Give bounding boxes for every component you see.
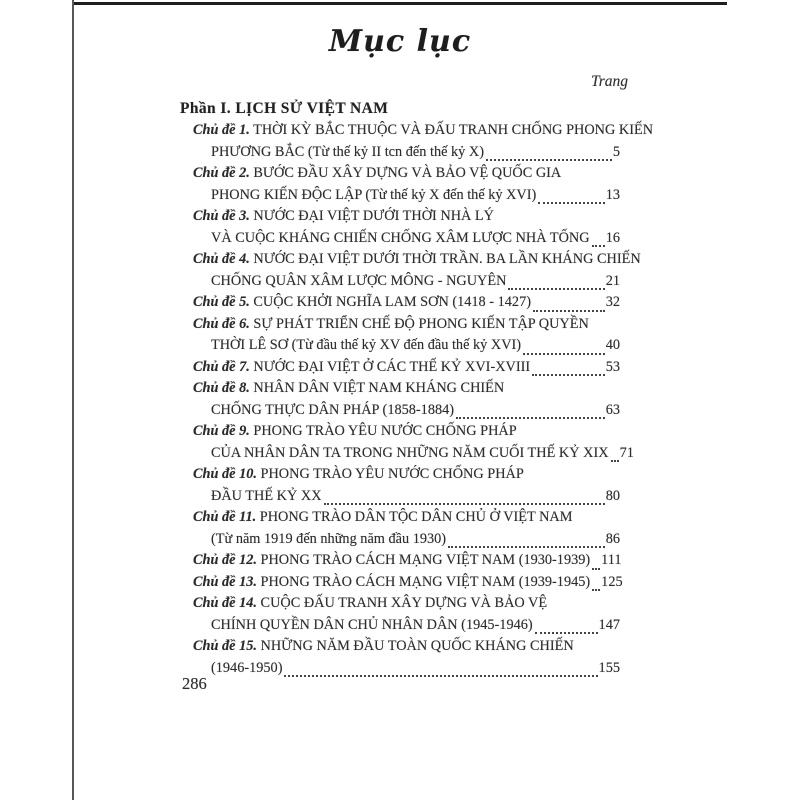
toc-entry-continuation: (Từ năm 1919 đến những năm đầu 1930): [211, 530, 447, 547]
toc-entry-label: Chủ đề 15.: [193, 638, 257, 654]
dot-leader: [538, 202, 604, 204]
toc-entry-page-number: 32: [605, 294, 620, 310]
dot-leader: [523, 353, 605, 355]
toc-entry-first-line: [193, 208, 494, 230]
toc-entry-page-number: 53: [605, 358, 620, 375]
toc-entry-first-line: [193, 359, 620, 381]
toc-entry-continuation: CHÍNH QUYỀN DÂN CHỦ NHÂN DÂN (1945-1946): [211, 616, 533, 633]
toc-entry-continuation: (1946-1950): [211, 659, 283, 676]
toc-entry-continuation-line: [193, 444, 634, 467]
page-left-edge-line: [72, 0, 74, 800]
toc-entry-continuation: PHONG KIẾN ĐỘC LẬP (Từ thế kỷ X đến thế kỷ XVI): [211, 186, 537, 203]
toc-entry-page-number: 16: [605, 229, 620, 246]
toc-entry-title: NHỮNG NĂM ĐẦU TOÀN QUỐC KHÁNG CHIẾN: [256, 638, 574, 654]
dot-leader: [284, 675, 597, 677]
toc-entry-continuation: CHỐNG THỰC DÂN PHÁP (1858-1884): [211, 401, 455, 418]
dot-leader: [611, 460, 619, 462]
page-column-label: Trang: [590, 73, 628, 90]
toc-entry-continuation: THỜI LÊ SƠ (Từ đầu thế kỷ XV đến đầu thế kỷ XVI): [211, 337, 522, 353]
book-page-number: 286: [182, 674, 207, 693]
toc-entry-continuation-line: [193, 531, 620, 553]
toc-entry-label: Chủ đề 12.: [193, 552, 257, 568]
toc-entry-continuation-line: [193, 230, 620, 252]
toc-entry-continuation: VÀ CUỘC KHÁNG CHIẾN CHỐNG XÂM LƯỢC NHÀ TỐNG: [211, 229, 590, 246]
toc-entry-page-number: 155: [598, 659, 620, 676]
dot-leader: [535, 632, 598, 634]
toc-entry-page-number: 40: [605, 337, 620, 353]
dot-leader: [448, 546, 605, 548]
toc-entry-continuation-line: [193, 488, 620, 510]
toc-entry-label: Chủ đề 5.: [193, 294, 250, 310]
dot-leader: [592, 568, 600, 570]
toc-entry-label: Chủ đề 11.: [193, 509, 257, 525]
toc-entry-title: NƯỚC ĐẠI VIỆT Ở CÁC THẾ KỶ XVI-XVIII: [249, 358, 531, 375]
toc-entry-label: Chủ đề 7.: [193, 358, 250, 375]
toc-entry-first-line: [193, 638, 574, 660]
toc-entry-page-number: 5: [612, 143, 620, 160]
toc-entry-title: NƯỚC ĐẠI VIỆT DƯỚI THỜI NHÀ LÝ: [249, 208, 494, 224]
toc-entry-first-line: [193, 466, 524, 488]
dot-leader: [592, 589, 600, 591]
toc-entry-title: PHONG TRÀO YÊU NƯỚC CHỐNG PHÁP: [256, 466, 524, 482]
toc-entry-continuation-line: [193, 660, 620, 682]
toc-entry-label: Chủ đề 8.: [193, 380, 250, 396]
toc-entry-label: Chủ đề 13.: [193, 573, 257, 590]
toc-entry-label: Chủ đề 9.: [193, 423, 250, 439]
toc-entry-title: PHONG TRÀO CÁCH MẠNG VIỆT NAM (1939-1945): [256, 573, 591, 590]
toc-entry-title: NƯỚC ĐẠI VIỆT DƯỚI THỜI TRẦN. BA LẦN KHÁNG CHIẾN: [249, 251, 641, 267]
toc-entry-title: THỜI KỲ BẮC THUỘC VÀ ĐẤU TRANH CHỐNG PHONG KIẾN: [249, 122, 654, 138]
toc-entry-label: Chủ đề 14.: [193, 595, 257, 611]
toc-entry-title: PHONG TRÀO CÁCH MẠNG VIỆT NAM (1930-1939): [256, 552, 591, 568]
toc-entry-page-number: 86: [605, 530, 620, 547]
section-heading: Phần I. LỊCH SỬ VIỆT NAM: [180, 100, 389, 117]
toc-entry-continuation: CỦA NHÂN DÂN TA TRONG NHỮNG NĂM CUỐI THẾ KỶ XIX: [211, 444, 609, 461]
toc-entry-first-line: [193, 316, 589, 338]
toc-entry-label: Chủ đề 10.: [193, 466, 257, 482]
toc-entry-continuation-line: [193, 337, 620, 359]
toc-entry-continuation: ĐẦU THẾ KỶ XX: [211, 487, 322, 504]
toc-entry-title: BƯỚC ĐẦU XÂY DỰNG VÀ BẢO VỆ QUỐC GIA: [249, 165, 562, 181]
toc-entry-page-number: 111: [601, 552, 622, 568]
toc-entry-page-number: 13: [605, 186, 620, 203]
toc-entry-page-number: 147: [598, 616, 620, 633]
toc-entry-title: PHONG TRÀO DÂN TỘC DÂN CHỦ Ở VIỆT NAM: [256, 509, 573, 525]
toc-entry-first-line: [193, 509, 572, 531]
toc-entry-label: Chủ đề 3.: [193, 208, 250, 224]
toc-entry-continuation-line: [193, 617, 620, 639]
page-top-edge-line: [73, 2, 727, 5]
toc-entry-page-number: 80: [605, 487, 620, 504]
toc-entry-continuation-line: [193, 187, 620, 209]
toc-entry-first-line: [193, 380, 504, 402]
dot-leader: [532, 374, 605, 376]
toc-entry-first-line: [193, 552, 620, 574]
dot-leader: [533, 310, 605, 312]
toc-entry-title: CUỘC ĐẤU TRANH XÂY DỰNG VÀ BẢO VỆ: [256, 595, 548, 611]
toc-title: Mục lục: [328, 24, 472, 59]
toc-entry-label: Chủ đề 6.: [193, 315, 250, 332]
dot-leader: [486, 159, 612, 161]
toc-entry-label: Chủ đề 2.: [193, 165, 250, 181]
dot-leader: [456, 417, 605, 419]
toc-entry-first-line: [193, 294, 620, 316]
toc-entry-title: SỰ PHÁT TRIỂN CHẾ ĐỘ PHONG KIẾN TẬP QUYỀN: [249, 315, 589, 332]
toc-entry-first-line: [193, 165, 561, 187]
dot-leader: [592, 245, 605, 247]
toc-entry-page-number: 63: [605, 401, 620, 418]
toc-entry-first-line: [193, 122, 653, 144]
toc-entry-continuation-line: [193, 273, 620, 295]
toc-entries: [193, 122, 654, 681]
toc-entry-first-line: [193, 573, 623, 596]
toc-entry-label: Chủ đề 4.: [193, 251, 250, 267]
dot-leader: [324, 503, 605, 505]
toc-entry-continuation-line: [193, 402, 620, 424]
toc-entry-page-number: 71: [619, 444, 634, 461]
toc-entry-title: CUỘC KHỞI NGHĨA LAM SƠN (1418 - 1427): [249, 294, 531, 310]
toc-entry-first-line: [193, 251, 641, 273]
toc-entry-continuation: PHƯƠNG BẮC (Từ thế kỷ II tcn đến thế kỷ X): [211, 143, 484, 160]
toc-entry-page-number: 21: [605, 272, 620, 289]
toc-entry-continuation-line: [193, 144, 620, 166]
toc-entry-page-number: 125: [601, 573, 623, 590]
toc-entry-title: PHONG TRÀO YÊU NƯỚC CHỐNG PHÁP: [249, 423, 517, 439]
dot-leader: [508, 288, 604, 290]
toc-entry-continuation: CHỐNG QUÂN XÂM LƯỢC MÔNG - NGUYÊN: [211, 272, 507, 289]
toc-entry-label: Chủ đề 1.: [193, 122, 250, 138]
toc-entry-title: NHÂN DÂN VIỆT NAM KHÁNG CHIẾN: [249, 380, 505, 396]
toc-entry-first-line: [193, 423, 517, 445]
toc-entry-first-line: [193, 595, 547, 617]
